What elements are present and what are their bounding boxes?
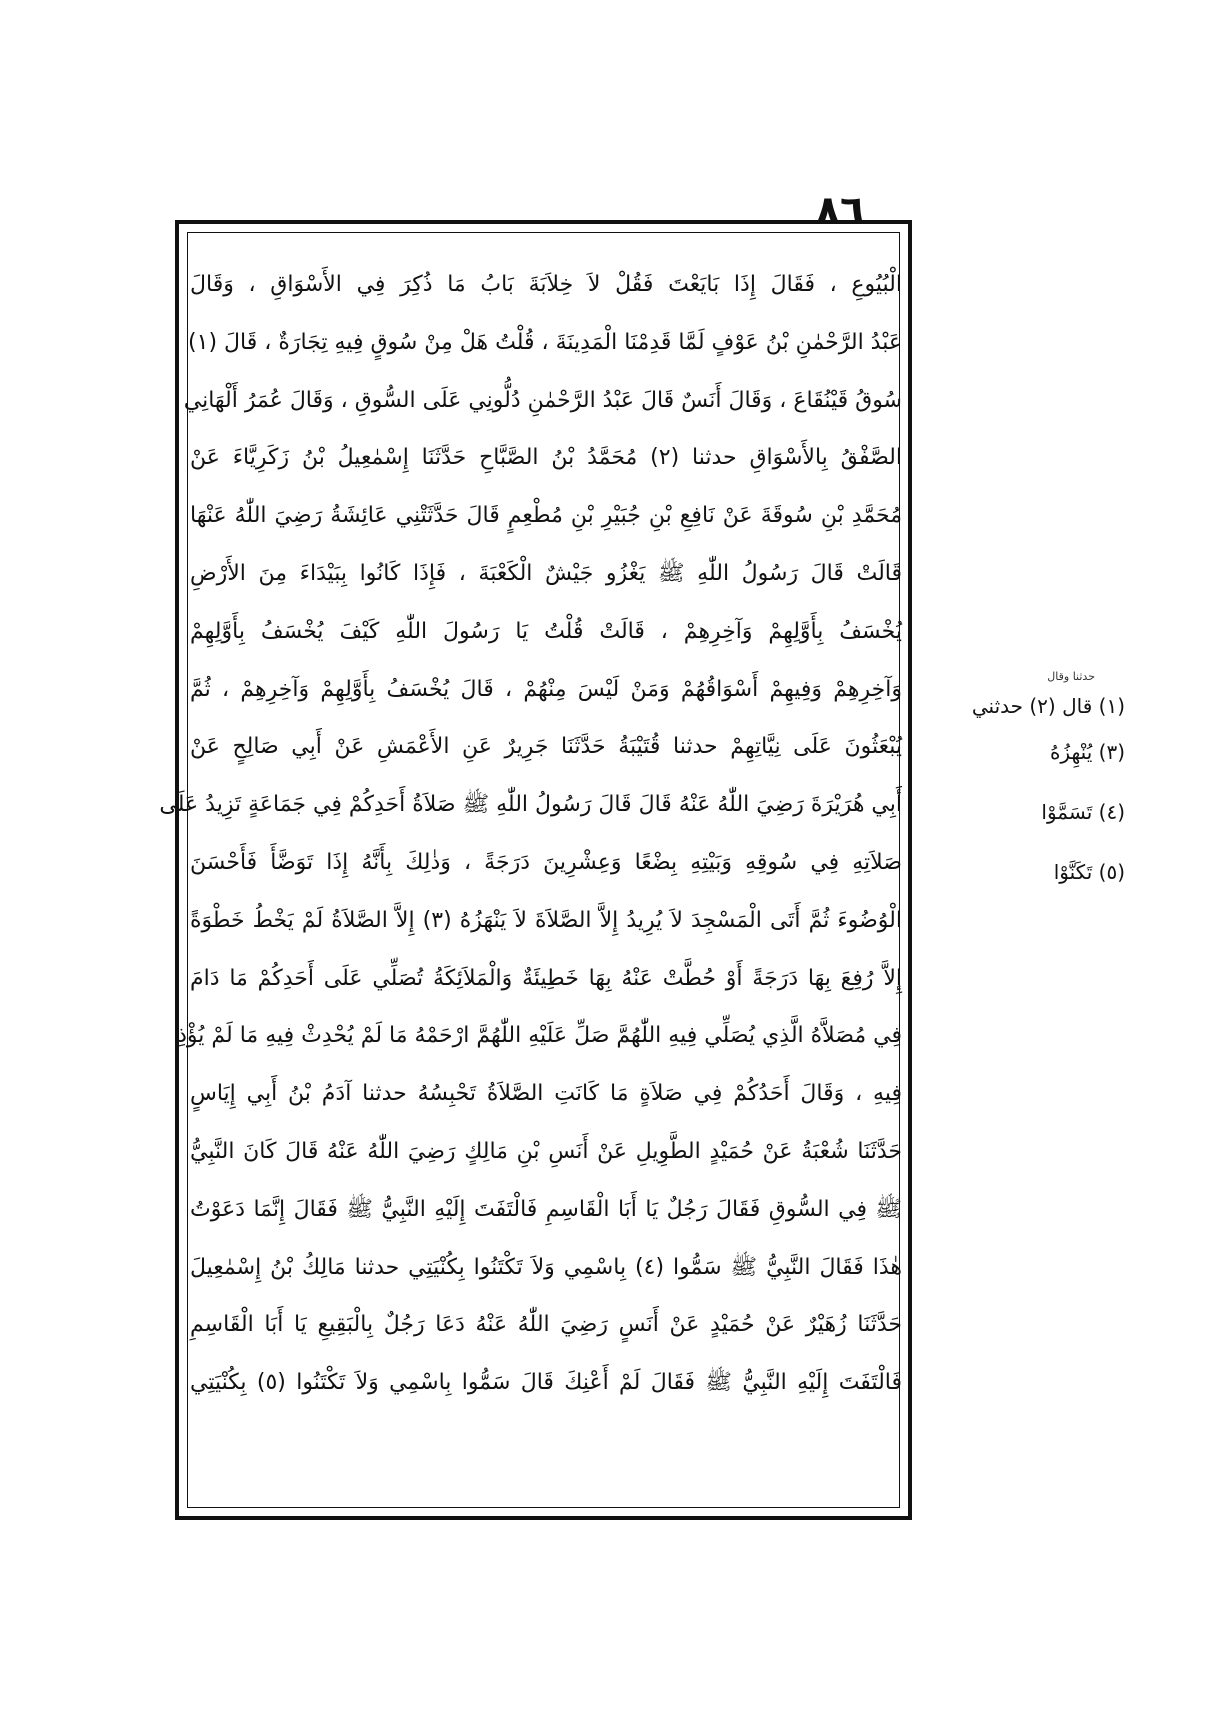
margin-note-text: (٣) يُنْهِزُهُ xyxy=(1049,740,1125,764)
text-line: مُحَمَّدِ بْنِ سُوقَةَ عَنْ نَافِعِ بْنِ جُبَيْرِ بْنِ مُطْعِمٍ قَالَ حَدَّثَتْنِي عَائِشَةُ رَضِيَ اللّٰهُ عَنْهَا xyxy=(190,503,902,529)
margin-notes xyxy=(925,670,1125,910)
text-line: هٰذَا فَقَالَ النَّبِيُّ ﷺ سَمُّوا (٤) بِاسْمِي وَلاَ تَكْتَنُوا بِكُنْيَتِي حدثنا مَالِكُ بْنُ إِسْمٰعِيلَ xyxy=(190,1254,902,1280)
margin-note xyxy=(925,850,1125,910)
text-line: الْبُيُوعِ ، فَقَالَ إِذَا بَايَعْتَ فَقُلْ لاَ خِلاَبَةَ بَابُ مَا ذُكِرَ فِي الأَسْوَاقِ ، وَقَالَ xyxy=(190,272,902,297)
text-line: إِلاَّ رُفِعَ بِهَا دَرَجَةً أَوْ حُطَّتْ عَنْهُ بِهَا خَطِيئَةٌ وَالْمَلاَئِكَةُ تُصَلِّي عَلَى أَحَدِكُمْ مَا دَامَ xyxy=(190,965,902,991)
text-line: عَبْدُ الرَّحْمٰنِ بْنُ عَوْفٍ لَمَّا قَدِمْنَا الْمَدِينَةَ ، قُلْتُ هَلْ مِنْ سُوقٍ فِيهِ تِجَارَةٌ ، قَالَ (١) xyxy=(188,329,902,355)
text-line: فِيهِ ، وَقَالَ أَحَدُكُمْ فِي صَلاَةٍ مَا كَانَتِ الصَّلاَةُ تَحْبِسُهُ حدثنا آدَمُ بْنُ أَبِي إِيَاسٍ xyxy=(190,1081,902,1107)
text-line: حَدَّثَنَا زُهَيْرٌ عَنْ حُمَيْدٍ عَنْ أَنَسٍ رَضِيَ اللّٰهُ عَنْهُ دَعَا رَجُلٌ بِالْبَقِيعِ يَا أَبَا الْقَاسِمِ xyxy=(190,1312,902,1338)
text-line: فَالْتَفَتَ إِلَيْهِ النَّبِيُّ ﷺ فَقَالَ لَمْ أَعْنِكَ قَالَ سَمُّوا بِاسْمِي وَلاَ تَكْتَنُوا (٥) بِكُنْيَتِي xyxy=(190,1370,902,1396)
margin-note xyxy=(925,730,1125,790)
text-line: قَالَتْ قَالَ رَسُولُ اللّٰهِ ﷺ يَغْزُو جَيْشٌ الْكَعْبَةَ ، فَإِذَا كَانُوا بِبَيْدَاءَ مِنَ الأَرْضِ xyxy=(190,560,902,586)
text-line: الصَّفْقُ بِالأَسْوَاقِ حدثنا (٢) مُحَمَّدُ بْنُ الصَّبَّاحِ حَدَّثَنَا إِسْمٰعِيلُ بْنُ زَكَرِيَّاءَ عَنْ xyxy=(190,445,902,471)
text-line: صَلاَتِهِ فِي سُوقِهِ وَبَيْتِهِ بِضْعًا وَعِشْرِينَ دَرَجَةً ، وَذٰلِكَ بِأَنَّهُ إِذَا تَوَضَّأَ فَأَحْسَنَ xyxy=(190,849,902,875)
margin-note-variant: حدثنا وقال xyxy=(1047,670,1095,683)
text-line: وَآخِرِهِمْ وَفِيهِمْ أَسْوَاقُهُمْ وَمَنْ لَيْسَ مِنْهُمْ ، قَالَ يُخْسَفُ بِأَوَّلِهِمْ وَآخِرِهِمْ ، ثُمَّ xyxy=(190,676,902,702)
main-text-block xyxy=(159,256,902,1412)
margin-note xyxy=(925,670,1125,730)
text-line: يُبْعَثُونَ عَلَى نِيَّاتِهِمْ حدثنا قُتَيْبَةُ حَدَّثَنَا جَرِيرٌ عَنِ الأَعْمَشِ عَنْ أَبِي صَالِحٍ عَنْ xyxy=(190,734,902,760)
margin-note-text: (١) قال (٢) حدثني xyxy=(971,694,1125,718)
margin-note-text: (٥) تَكَنَّوْا xyxy=(1053,860,1125,884)
margin-note xyxy=(925,790,1125,850)
text-line: سُوقُ قَيْنُقَاعَ ، وَقَالَ أَنَسٌ قَالَ عَبْدُ الرَّحْمٰنِ دُلُّونِي عَلَى السُّوقِ ، وَقَالَ عُمَرُ أَلْهَانِي xyxy=(183,387,902,413)
text-line: أَبِي هُرَيْرَةَ رَضِيَ اللّٰهُ عَنْهُ قَالَ قَالَ رَسُولُ اللّٰهِ ﷺ صَلاَةُ أَحَدِكُمْ فِي جَمَاعَةٍ تَزِيدُ عَلَى xyxy=(159,792,902,818)
text-line: يُخْسَفُ بِأَوَّلِهِمْ وَآخِرِهِمْ ، قَالَتْ قُلْتُ يَا رَسُولَ اللّٰهِ كَيْفَ يُخْسَفُ بِأَوَّلِهِمْ xyxy=(190,618,902,644)
text-line: الْوُضُوءَ ثُمَّ أَتَى الْمَسْجِدَ لاَ يُرِيدُ إِلاَّ الصَّلاَةَ لاَ يَنْهَزُهُ (٣) إِلاَّ الصَّلاَةُ لَمْ يَخْطُ خَطْوَةً xyxy=(190,907,902,933)
margin-note-text: (٤) تَسَمَّوْا xyxy=(1041,800,1125,824)
text-line: ﷺ فِي السُّوقِ فَقَالَ رَجُلٌ يَا أَبَا الْقَاسِمِ فَالْتَفَتَ إِلَيْهِ النَّبِيُّ ﷺ فَقَالَ إِنَّمَا دَعَوْتُ xyxy=(190,1196,902,1222)
text-line: فِي مُصَلاَّهُ الَّذِي يُصَلِّي فِيهِ اللّٰهُمَّ صَلِّ عَلَيْهِ اللّٰهُمَّ ارْحَمْهُ مَا لَمْ يُحْدِثْ فِيهِ مَا لَمْ يُؤْذِ xyxy=(177,1023,902,1049)
text-line: حَدَّثَنَا شُعْبَةُ عَنْ حُمَيْدٍ الطَّوِيلِ عَنْ أَنَسِ بْنِ مَالِكٍ رَضِيَ اللّٰهُ عَنْهُ قَالَ كَانَ النَّبِيُّ xyxy=(190,1138,902,1164)
page-number: ٨٦ xyxy=(815,188,865,234)
